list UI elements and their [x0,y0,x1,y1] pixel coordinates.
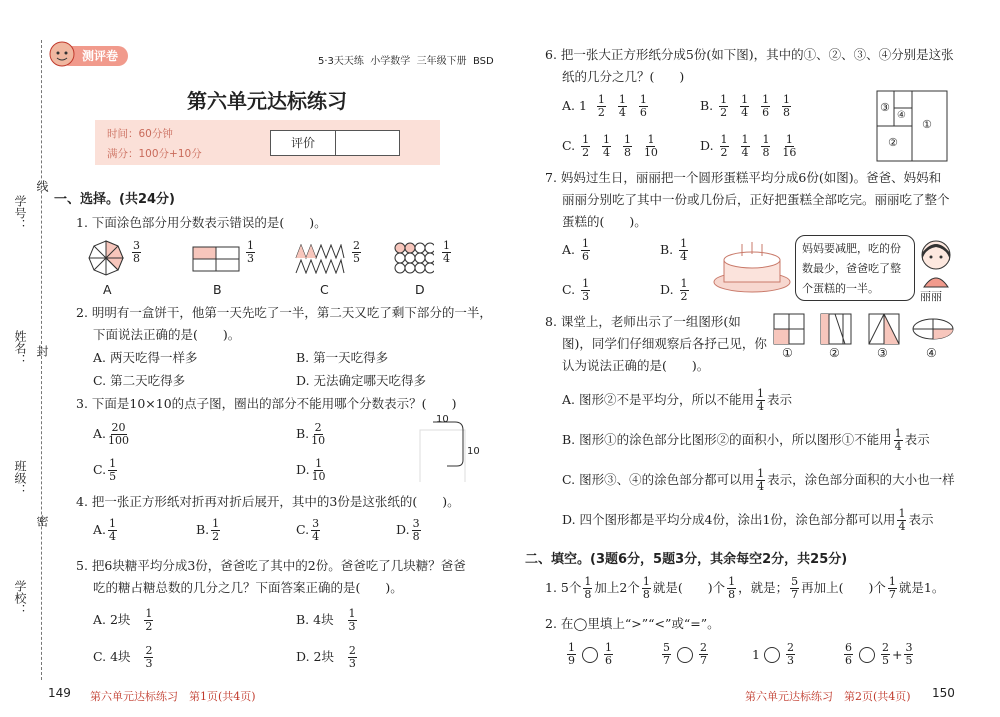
header-series: 5·3天天练 小学数学 三年级下册 BSD [318,56,494,67]
q4-stem: 4. 把一张正方形纸对折再对折后展开，其中的3份是这张纸的( )。 [76,494,460,509]
q1-stem: 1. 下面涂色部分用分数表示错误的是( )。 [76,215,327,230]
school-label: 学校： [13,580,27,616]
q3-option-b[interactable]: B. $\frac{2}{10}$ [296,421,326,447]
q3-fig-top: 10 [436,414,449,425]
compare-blank-3[interactable] [764,647,780,663]
q3-option-c[interactable]: C. $\frac{1}{5}$ [93,457,117,483]
q6-fig-3: ③ [880,101,890,114]
right-page-number: 150 [932,686,955,700]
q4-option-b[interactable]: B. $\frac{1}{2}$ [196,517,220,543]
q6-stem-1: 6. 把一张大正方形纸分成5份(如下图)，其中的①、②、③、④分别是这张 [545,47,954,62]
q6-stem-2: 纸的几分之几？( ) [562,69,685,84]
q6-option-a[interactable]: A. 1 $\frac{1}{2}$ $\frac{1}{4}$ $\frac{1}{6}$ [562,93,647,119]
q4-option-c[interactable]: C. $\frac{3}{4}$ [296,517,320,543]
compare-2: $\frac{5}{7}$ $\frac{2}{7}$ [663,641,707,667]
q2-stem-1: 2. 明明有一盒饼干，他第一天先吃了一半，第二天又吃了剩下部分的一半， [76,305,492,320]
left-footer-text: 第六单元达标练习 第1页(共4页) [90,690,256,703]
q7-stem-1: 7. 妈妈过生日，丽丽把一个圆形蛋糕平均分成6份(如图)。爸爸、妈妈和 [545,170,942,185]
q1-frac-d: $\frac{1}{4}$ [443,239,450,265]
girl-name: 丽丽 [920,290,942,303]
q1-frac-c: $\frac{2}{5}$ [353,239,360,265]
q8-figures [773,313,955,347]
q8-fig-label-1: ① [782,346,793,360]
binding-mi: 密 [35,515,49,527]
q7-option-d[interactable]: D. $\frac{1}{2}$ [660,277,688,303]
section1-title: 一、选择。(共24分) [54,192,175,207]
compare-3: 1 $\frac{2}{3}$ [752,641,794,667]
q8-fig-label-4: ④ [926,346,937,360]
q1-figure-a [88,240,124,276]
speech-text: 妈妈要减肥，吃的份 数最少，爸爸吃了整 个蛋糕的一半。 [802,242,901,295]
left-page-number: 149 [48,686,71,700]
compare-4: $\frac{6}{6}$ $\frac{2}{5}$ + $\frac{3}{5}$ [845,641,913,667]
q1-frac-b: $\frac{1}{3}$ [247,239,254,265]
s2-q2-stem: 2. 在◯里填上“>”“<”或“=”。 [545,616,720,631]
compare-1: $\frac{1}{9}$ $\frac{1}{6}$ [568,641,612,667]
q8-option-b[interactable]: B. 图形①的涂色部分比图形②的面积小，所以图形①不能用 $\frac{1}{4}$ 表示 [562,427,930,453]
q3-fig-side: 10 [467,446,480,457]
q8-option-d[interactable]: D. 四个图形都是平均分成4份，涂出1份，涂色部分都可以用 $\frac{1}{4}$ 表示 [562,507,934,533]
mascot-icon [48,40,76,68]
q1-figure-c [295,244,345,274]
girl-icon [915,235,957,291]
q5-option-a[interactable]: A. 2块 $\frac{1}{2}$ [93,607,153,633]
q5-option-c[interactable]: C. 4块 $\frac{2}{3}$ [93,644,153,670]
section2-title: 二、填空。(3题6分，5题3分，其余每空2分，共25分) [525,552,848,567]
q2-stem-2: 下面说法正确的是( )。 [93,327,241,342]
q1-label-b: B [213,282,222,297]
q8-stem-2: 图)，同学们仔细观察后各抒己见，你 [562,336,767,351]
time-label: 时间：60分钟 [107,128,173,140]
binding-line [41,40,42,680]
eval-label: 评价 [271,131,336,155]
q6-option-b[interactable]: B. $\frac{1}{2}$ $\frac{1}{4}$ $\frac{1}{6}$ $\frac{1}{8}$ [700,93,791,119]
q6-fig-1: ① [922,118,932,131]
q8-option-c[interactable]: C. 图形③、④的涂色部分都可以用 $\frac{1}{4}$ 表示，涂色部分面积的大小也一样 [562,467,955,493]
q7-option-b[interactable]: B. $\frac{1}{4}$ [660,237,688,263]
q5-stem-1: 5. 把6块糖平均分成3份，爸爸吃了其中的2份。爸爸吃了几块糖？爸爸 [76,558,466,573]
q1-frac-a: $\frac{3}{8}$ [133,239,140,265]
q1-label-a: A [103,282,112,297]
q7-option-c[interactable]: C. $\frac{1}{3}$ [562,277,590,303]
q4-option-a[interactable]: A. $\frac{1}{4}$ [93,517,117,543]
q5-option-d[interactable]: D. 2块 $\frac{2}{3}$ [296,644,356,670]
q3-option-d[interactable]: D. $\frac{1}{10}$ [296,457,326,483]
q1-label-c: C [320,282,329,297]
score-label: 满分：100分+10分 [107,148,202,160]
q7-stem-3: 蛋糕的( )。 [562,214,647,229]
q7-stem-2: 丽丽分别吃了其中一份或几份后，正好把蛋糕全部吃完。丽丽吃了整个 [562,192,950,207]
q8-option-a[interactable]: A. 图形②不是平均分，所以不能用 $\frac{1}{4}$ 表示 [562,387,792,413]
q7-option-a[interactable]: A. $\frac{1}{6}$ [562,237,589,263]
q4-option-d[interactable]: D. $\frac{3}{8}$ [396,517,420,543]
q2-option-b[interactable]: B. 第一天吃得多 [296,350,389,365]
compare-blank-1[interactable] [582,647,598,663]
cake-icon [712,238,792,294]
class-label: 班级： [13,460,27,496]
q2-option-a[interactable]: A. 两天吃得一样多 [93,350,198,365]
q1-figure-d [394,242,434,274]
name-label: 姓名： [13,330,27,366]
q2-option-c[interactable]: C. 第二天吃得多 [93,373,186,388]
s2-q1: 1. 5个 $\frac{1}{8}$ 加上2个 $\frac{1}{8}$ 就是( )个 $\frac{1}{8}$ ，就是； $\frac{5}{7}$ 再加上( )个 $\frac{1}{7}$ 就是1。 [545,575,945,601]
q6-fig-4: ④ [897,110,906,121]
q6-option-c[interactable]: C. $\frac{1}{2}$ $\frac{1}{4}$ $\frac{1}{8}$ $\frac{1}{10}$ [562,133,658,159]
q8-stem-3: 认为说法正确的是( )。 [562,358,710,373]
q8-fig-label-3: ③ [877,346,888,360]
q1-figure-b [192,246,240,272]
binding-xian: 线 [35,180,49,192]
q3-stem: 3. 下面是10×10的点子图，圈出的部分不能用哪个分数表示？( ) [76,396,457,411]
compare-blank-4[interactable] [859,647,875,663]
q3-option-a[interactable]: A. $\frac{20}{100}$ [93,421,130,447]
eval-box [270,130,400,156]
q8-stem-1: 8. 课堂上，老师出示了一组图形(如 [545,314,741,329]
speech-bubble [795,235,915,301]
q6-option-d[interactable]: D. $\frac{1}{2}$ $\frac{1}{4}$ $\frac{1}{8}$ $\frac{1}{16}$ [700,133,797,159]
right-footer-text: 第六单元达标练习 第2页(共4页) [745,690,911,703]
q2-option-d[interactable]: D. 无法确定哪天吃得多 [296,373,427,388]
q1-label-d: D [415,282,425,297]
compare-blank-2[interactable] [677,647,693,663]
q8-fig-label-2: ② [829,346,840,360]
id-label: 学号： [13,195,27,231]
info-box [95,120,440,165]
page-title: 第六单元达标练习 [187,89,347,113]
q6-fig-2: ② [888,136,898,149]
q5-option-b[interactable]: B. 4块 $\frac{1}{3}$ [296,607,356,633]
binding-feng: 封 [35,345,49,357]
badge: 测评卷 [48,45,128,64]
q5-stem-2: 吃的糖占糖总数的几分之几？下面答案正确的是( )。 [93,580,403,595]
